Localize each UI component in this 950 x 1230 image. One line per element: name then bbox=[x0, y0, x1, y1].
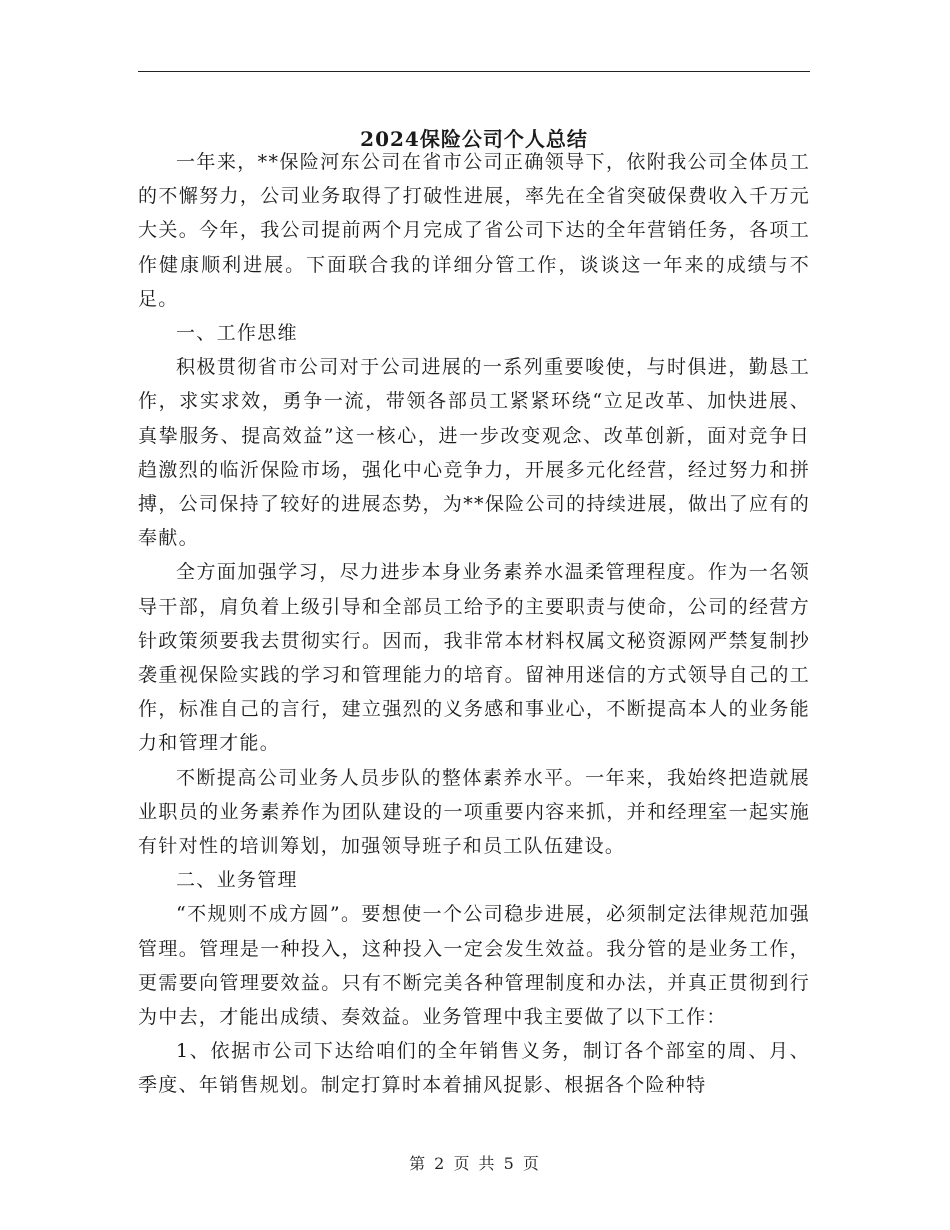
paragraph-business-management: “不规则不成方圆”。要想使一个公司稳步进展，必须制定法律规范加强管理。管理是一种投入，这种投入一定会发生效益。我分管的是业务工作，更需要向管理要效益。只有不断完美各种管理制度和办法，并真正贯彻到行为中去，才能出成绩、奏效益。业务管理中我主要做了以下工作： bbox=[138, 903, 810, 1029]
paragraph-team-quality: 不断提高公司业务人员步队的整体素养水平。一年来，我始终把造就展业职员的业务素养作为团队建设的一项重要内容来抓，并和经理室一起实施有针对性的培训筹划，加强领导班子和员工队伍建设。 bbox=[138, 766, 810, 858]
paragraph-intro: 一年来，**保险河东公司在省市公司正确领导下，依附我公司全体员工的不懈努力，公司业务取得了打破性进展，率先在全省突破保费收入千万元大关。今年，我公司提前两个月完成了省公司下达的全年营销任务，各项工作健康顺利进展。下面联合我的详细分管工作，谈谈这一年来的成绩与不足。 bbox=[138, 151, 810, 310]
section-heading-work-thinking: 一、工作思维 bbox=[176, 322, 298, 345]
document-title: 2024保险公司个人总结 bbox=[360, 127, 588, 152]
section-heading-business-management: 二、业务管理 bbox=[176, 869, 298, 892]
paragraph-work-thinking: 积极贯彻省市公司对于公司进展的一系列重要唆使，与时俱进，勤恳工作，求实求效，勇争一流，带领各部员工紧紧环绕“立足改革、加快进展、真挚服务、提高效益”这一核心，进一步改变观念、改革创新，面对竞争日趋激烈的临沂保险市场，强化中心竞争力，开展多元化经营，经过努力和拼搏，公司保持了较好的进展态势，为**保险公司的持续进展，做出了应有的奉献。 bbox=[138, 356, 810, 550]
document-body bbox=[138, 145, 810, 1103]
header-rule bbox=[138, 71, 810, 72]
paragraph-item-1: 1、依据市公司下达给咱们的全年销售义务，制订各个部室的周、月、季度、年销售规划。制定打算时本着捕风捉影、根据各个险种特 bbox=[138, 1040, 810, 1097]
page-number-footer: 第 2 页 共 5 页 bbox=[409, 1154, 541, 1173]
paragraph-learning: 全方面加强学习，尽力进步本身业务素养水温柔管理程度。作为一名领导干部，肩负着上级引导和全部员工给予的主要职责与使命，公司的经营方针政策须要我去贯彻实行。因而，我非常本材料权属文秘资源网严禁复制抄袭重视保险实践的学习和管理能力的培育。留神用迷信的方式领导自己的工作，标准自己的言行，建立强烈的义务感和事业心，不断提高本人的业务能力和管理才能。 bbox=[138, 561, 810, 755]
